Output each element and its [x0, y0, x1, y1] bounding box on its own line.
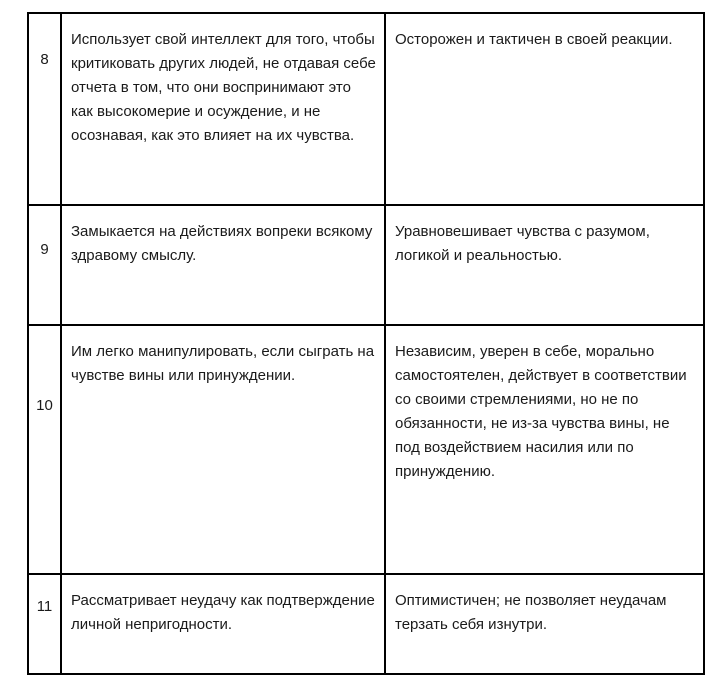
table-row	[28, 13, 704, 205]
row-number-cell: 8	[28, 13, 61, 205]
table-row	[28, 205, 704, 325]
trait-negative-cell: Использует свой интеллект для того, чтобы критиковать других людей, не отдавая себе отчета в том, что они воспринимают это как высокомерие и осуждение, и не осознавая, как это влияет на их чувства.	[61, 13, 385, 205]
row-number-cell: 11	[28, 574, 61, 674]
table-row	[28, 325, 704, 574]
trait-negative-cell: Рассматривает неудачу как подтверждение личной непригодности.	[61, 574, 385, 674]
trait-positive-cell: Осторожен и тактичен в своей реакции.	[385, 13, 704, 205]
trait-positive-cell: Независим, уверен в себе, морально самостоятелен, действует в соответствии со своими стремлениями, но не по обязанности, не из-за чувства вины, не под воздействием насилия или по принуждению.	[385, 325, 704, 574]
table-row	[28, 574, 704, 674]
trait-negative-cell: Им легко манипулировать, если сыграть на чувстве вины или принуждении.	[61, 325, 385, 574]
trait-negative-cell: Замыкается на действиях вопреки всякому здравому смыслу.	[61, 205, 385, 325]
row-number-cell: 10	[28, 325, 61, 574]
trait-positive-cell: Оптимистичен; не позволяет неудачам терзать себя изнутри.	[385, 574, 704, 674]
traits-comparison-table	[27, 12, 705, 675]
trait-positive-cell: Уравновешивает чувства с разумом, логикой и реальностью.	[385, 205, 704, 325]
row-number-cell: 9	[28, 205, 61, 325]
